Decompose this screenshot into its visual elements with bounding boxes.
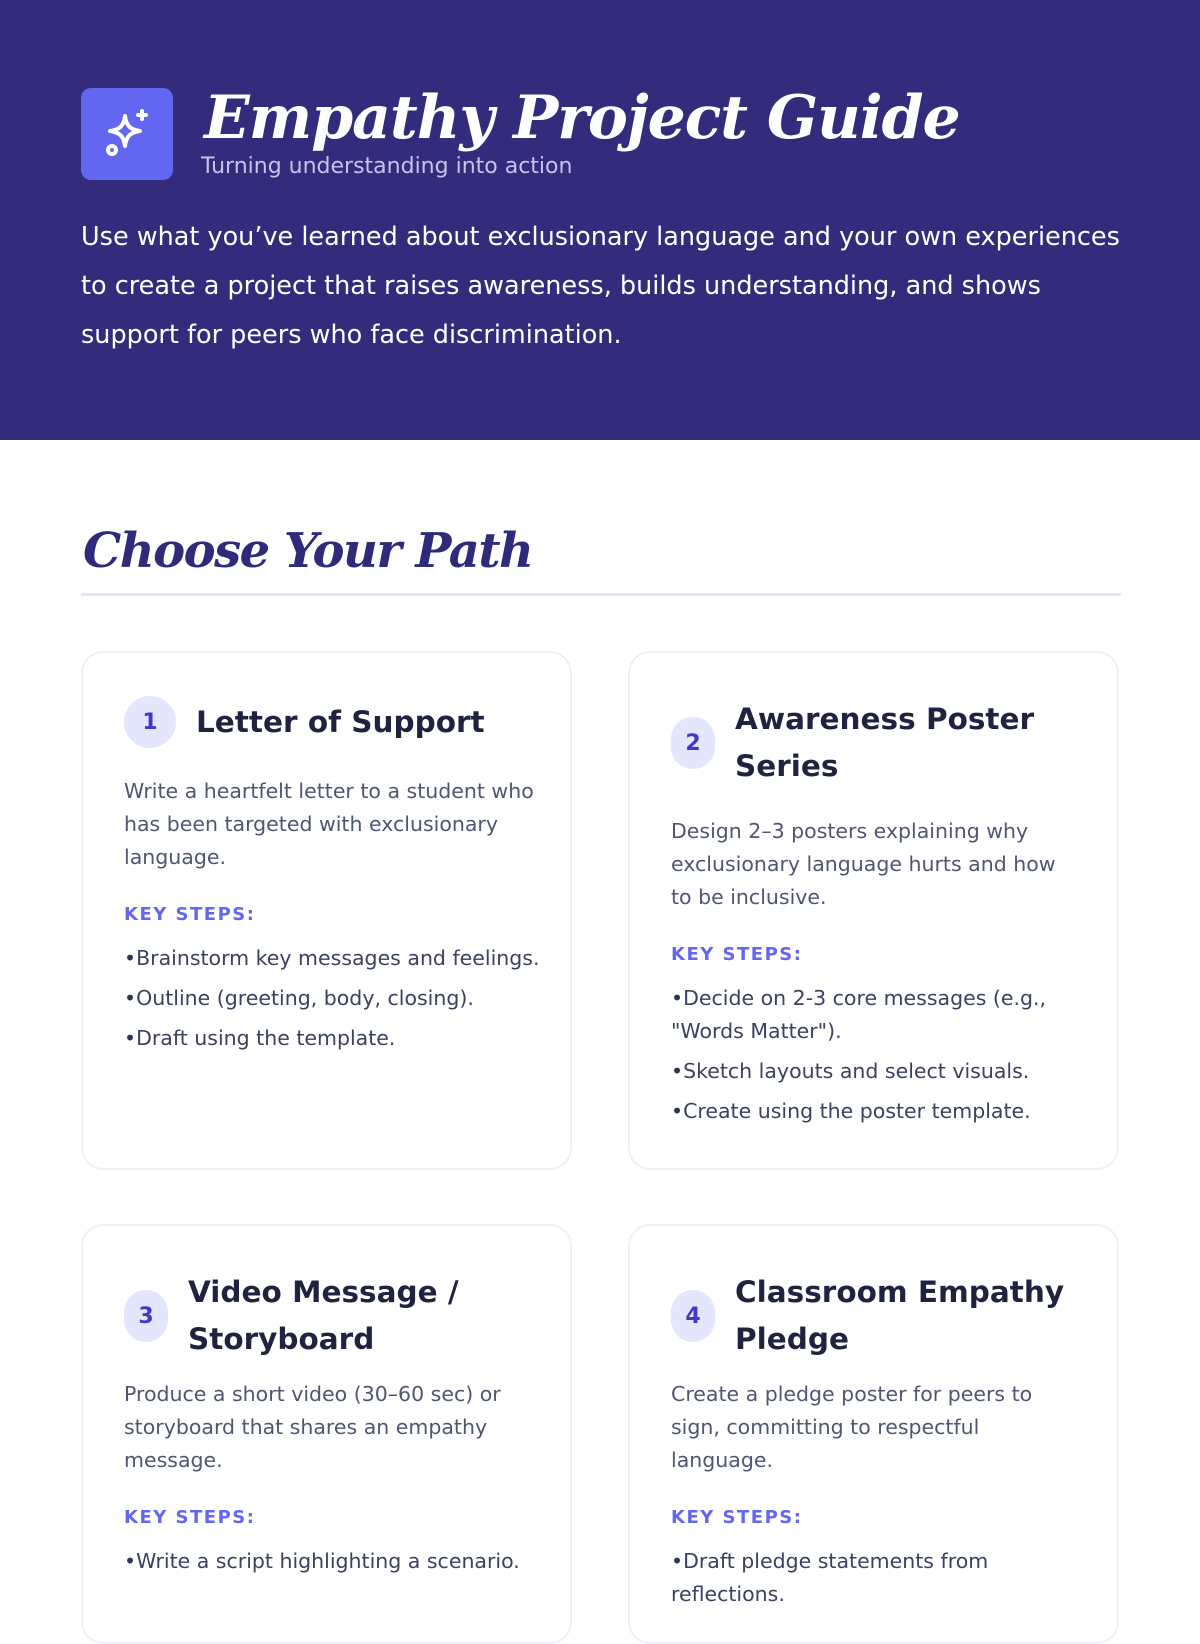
key-steps-list [671, 982, 1091, 1135]
card-title: Classroom Empathy Pledge [735, 1275, 1065, 1356]
card-header [671, 696, 1075, 790]
list-item: • Outline (greeting, body, closing). [124, 982, 544, 1015]
list-item: • Brainstorm key messages and feelings. [124, 942, 544, 975]
card-title: Letter of Support [196, 704, 485, 739]
step-number-badge: 3 [124, 1290, 168, 1342]
list-item: • Decide on 2-3 core messages (e.g., "Words Matter"). [671, 982, 1091, 1048]
card-description: Write a heartfelt letter to a student who has been targeted with exclusionary language. [124, 779, 534, 869]
key-steps-label: KEY STEPS: [671, 944, 803, 965]
card-description: Create a pledge poster for peers to sign, committing to respectful language. [671, 1382, 1033, 1472]
page-title: Empathy Project Guide [204, 83, 960, 153]
card-description: Produce a short video (30–60 sec) or storyboard that shares an empathy message. [124, 1382, 501, 1472]
key-steps-list [124, 942, 544, 1062]
key-steps-label: KEY STEPS: [671, 1507, 803, 1528]
section-divider [81, 593, 1121, 596]
card-title: Awareness Poster Series [735, 702, 1035, 783]
list-item: • Draft pledge statements from reflections. [671, 1545, 1091, 1611]
key-steps-label: KEY STEPS: [124, 904, 256, 925]
project-card-awareness-poster-series [628, 651, 1119, 1170]
card-header [671, 1269, 1075, 1363]
section-title: Choose Your Path [83, 523, 533, 579]
project-card-video-message [81, 1224, 572, 1644]
intro-paragraph: Use what you’ve learned about exclusionary language and your own experiences to create a project that raises awareness, builds understanding, and shows support for peers who face discrimination. [81, 222, 1120, 350]
list-item: • Create using the poster template. [671, 1095, 1091, 1128]
key-steps-label: KEY STEPS: [124, 1507, 256, 1528]
project-card-classroom-empathy-pledge [628, 1224, 1119, 1644]
page-subtitle: Turning understanding into action [201, 154, 573, 179]
step-number-badge: 1 [124, 696, 176, 748]
card-header [124, 1269, 488, 1363]
key-steps-list [124, 1545, 544, 1585]
sparkles-icon [81, 88, 173, 180]
card-description: Design 2–3 posters explaining why exclusionary language hurts and how to be inclusive. [671, 819, 1056, 909]
key-steps-list [671, 1545, 1091, 1618]
list-item: • Write a script highlighting a scenario. [124, 1545, 544, 1578]
step-number-badge: 4 [671, 1290, 715, 1342]
list-item: • Draft using the template. [124, 1022, 544, 1055]
card-header [124, 696, 485, 748]
step-number-badge: 2 [671, 717, 715, 769]
list-item: • Sketch layouts and select visuals. [671, 1055, 1091, 1088]
page-header [0, 0, 1200, 440]
card-title: Video Message / Storyboard [188, 1275, 459, 1356]
project-card-letter-of-support [81, 651, 572, 1170]
